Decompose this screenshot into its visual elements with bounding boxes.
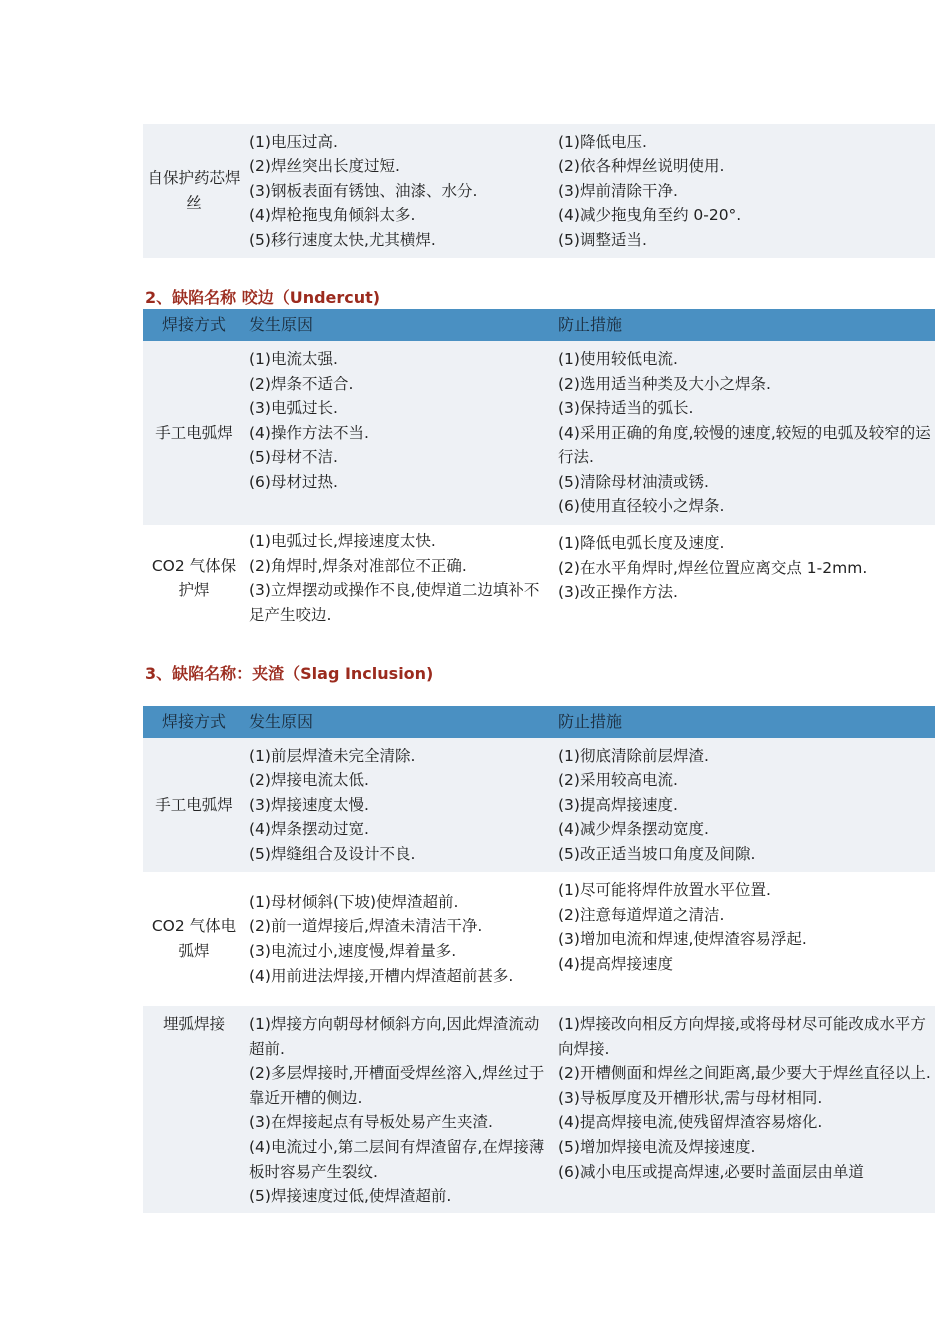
cause-line: (1)电压过高. bbox=[249, 132, 338, 151]
measure-line: (1)彻底清除前层焊渣. bbox=[558, 746, 709, 765]
measure-line: (1)尽可能将焊件放置水平位置. bbox=[558, 881, 771, 899]
cause-cell bbox=[245, 341, 554, 525]
measure-line: (2)依各种焊丝说明使用. bbox=[558, 157, 725, 176]
measure-line: (4)减少拖曳角至约 0-20°. bbox=[558, 206, 742, 225]
method-cell: 埋弧焊接 bbox=[143, 1006, 245, 1213]
measure-line: (5)改正适当坡口角度及间隙. bbox=[558, 844, 756, 863]
method-cell: CO2 气体电弧焊 bbox=[151, 917, 237, 960]
measure-line: (2)在水平角焊时,焊丝位置应离交点 1-2mm. bbox=[558, 558, 868, 577]
measure-line: (4)提高焊接速度 bbox=[558, 954, 673, 973]
table-row bbox=[143, 1006, 935, 1213]
table-row bbox=[143, 341, 935, 525]
measure-line: (4)采用正确的角度,较慢的速度,较短的电弧及较窄的运行法. bbox=[558, 423, 931, 467]
cause-line: (4)电流过小,第二层间有焊渣留存,在焊接薄板时容易产生裂纹. bbox=[249, 1137, 545, 1181]
measure-line: (1)焊接改向相反方向焊接,或将母材尽可能改成水平方向焊接. bbox=[558, 1015, 926, 1058]
cause-line: (2)焊接电流太低. bbox=[249, 771, 369, 790]
measure-line: (5)清除母材油渍或锈. bbox=[558, 472, 709, 491]
section1-table-block bbox=[143, 124, 935, 258]
header-cause: 发生原因 bbox=[245, 309, 554, 341]
measure-cell bbox=[554, 341, 935, 525]
cause-line: (3)焊接速度太慢. bbox=[249, 795, 369, 814]
table-row bbox=[143, 738, 935, 872]
section3-table-block bbox=[143, 706, 935, 1213]
measure-cell bbox=[554, 1006, 935, 1213]
measure-line: (4)减少焊条摆动宽度. bbox=[558, 820, 709, 839]
method-cell: 手工电弧焊 bbox=[143, 341, 245, 525]
measure-line: (3)保持适当的弧长. bbox=[558, 399, 694, 418]
cause-line: (5)焊缝组合及设计不良. bbox=[249, 844, 416, 863]
cause-cell bbox=[245, 738, 554, 872]
cause-line: (1)母材倾斜(下坡)使焊渣超前. bbox=[249, 892, 459, 911]
table-header-row bbox=[143, 309, 935, 341]
measure-line: (2)采用较高电流. bbox=[558, 771, 678, 790]
cause-line: (1)电流太强. bbox=[249, 349, 338, 368]
measure-line: (4)提高焊接电流,使残留焊渣容易熔化. bbox=[558, 1113, 823, 1132]
section1-table bbox=[143, 124, 935, 258]
cause-line: (2)焊丝突出长度过短. bbox=[249, 157, 400, 176]
measure-line: (2)开槽侧面和焊丝之间距离,最少要大于焊丝直径以上. bbox=[558, 1064, 931, 1083]
cause-line: (6)母材过热. bbox=[249, 472, 338, 491]
measure-line: (1)降低电压. bbox=[558, 132, 647, 151]
cause-cell bbox=[245, 124, 554, 258]
measure-line: (6)减小电压或提高焊速,必要时盖面层由单道 bbox=[558, 1162, 864, 1181]
measure-cell bbox=[554, 872, 935, 1006]
measure-line: (1)使用较低电流. bbox=[558, 349, 678, 368]
cause-cell bbox=[245, 525, 554, 631]
section3-heading: 3、缺陷名称：夹渣（Slag Inclusion) bbox=[145, 664, 434, 683]
header-cause: 发生原因 bbox=[245, 706, 554, 738]
cause-line: (1)焊接方向朝母材倾斜方向,因此焊渣流动超前. bbox=[249, 1015, 540, 1058]
measure-line: (3)提高焊接速度. bbox=[558, 795, 678, 814]
measure-cell bbox=[554, 124, 935, 258]
section2-heading: 2、缺陷名称 咬边（Undercut) bbox=[145, 288, 381, 307]
table-row bbox=[143, 872, 935, 1006]
cause-line: (2)多层焊接时,开槽面受焊丝溶入,焊丝过于靠近开槽的侧边. bbox=[249, 1064, 545, 1107]
measure-line: (3)导板厚度及开槽形状,需与母材相同. bbox=[558, 1088, 823, 1107]
header-method: 焊接方式 bbox=[143, 309, 245, 341]
cause-line: (3)在焊接起点有导板处易产生夹渣. bbox=[249, 1113, 493, 1132]
method-cell: 手工电弧焊 bbox=[143, 738, 245, 872]
header-measure: 防止措施 bbox=[554, 309, 935, 341]
cause-line: (4)操作方法不当. bbox=[249, 423, 369, 442]
cause-line: (2)前一道焊接后,焊渣未清洁干净. bbox=[249, 917, 483, 936]
measure-line: (6)使用直径较小之焊条. bbox=[558, 497, 725, 516]
cause-line: (2)焊条不适合. bbox=[249, 374, 354, 393]
table-row bbox=[143, 124, 935, 258]
cause-line: (5)焊接速度过低,使焊渣超前. bbox=[249, 1187, 452, 1206]
measure-line: (3)焊前清除干净. bbox=[558, 181, 678, 200]
measure-line: (2)注意每道焊道之清洁. bbox=[558, 905, 725, 924]
cause-line: (5)移行速度太快,尤其横焊. bbox=[249, 230, 436, 249]
method-cell: CO2 气体保护焊 bbox=[151, 556, 237, 600]
cause-line: (3)立焊摆动或操作不良,使焊道二边填补不足产生咬边. bbox=[249, 581, 540, 624]
measure-cell bbox=[554, 525, 935, 631]
cause-line: (3)电弧过长. bbox=[249, 399, 338, 418]
header-measure: 防止措施 bbox=[554, 706, 935, 738]
table-row bbox=[143, 525, 935, 631]
measure-line: (5)增加焊接电流及焊接速度. bbox=[558, 1137, 756, 1156]
measure-line: (3)改正操作方法. bbox=[558, 583, 678, 602]
section2-table bbox=[143, 309, 935, 631]
section2-table-block bbox=[143, 309, 935, 631]
cause-line: (4)焊枪拖曳角倾斜太多. bbox=[249, 206, 416, 225]
method-cell: 自保护药芯焊丝 bbox=[143, 124, 245, 258]
cause-cell bbox=[245, 872, 554, 1006]
measure-line: (1)降低电弧长度及速度. bbox=[558, 534, 725, 552]
cause-line: (4)用前进法焊接,开槽内焊渣超前甚多. bbox=[249, 966, 514, 985]
header-method: 焊接方式 bbox=[143, 706, 245, 738]
cause-line: (1)电弧过长,焊接速度太快. bbox=[249, 532, 436, 550]
section3-table bbox=[143, 706, 935, 1213]
table-header-row bbox=[143, 706, 935, 738]
measure-line: (3)增加电流和焊速,使焊渣容易浮起. bbox=[558, 930, 807, 949]
cause-cell bbox=[245, 1006, 554, 1213]
measure-line: (5)调整适当. bbox=[558, 230, 647, 249]
cause-line: (2)角焊时,焊条对准部位不正确. bbox=[249, 556, 467, 575]
measure-line: (2)选用适当种类及大小之焊条. bbox=[558, 374, 771, 393]
cause-line: (4)焊条摆动过宽. bbox=[249, 820, 369, 839]
cause-line: (1)前层焊渣未完全清除. bbox=[249, 746, 416, 765]
measure-cell bbox=[554, 738, 935, 872]
cause-line: (3)电流过小,速度慢,焊着量多. bbox=[249, 942, 457, 960]
cause-line: (3)钢板表面有锈蚀、油漆、水分. bbox=[249, 181, 478, 200]
cause-line: (5)母材不洁. bbox=[249, 448, 338, 467]
